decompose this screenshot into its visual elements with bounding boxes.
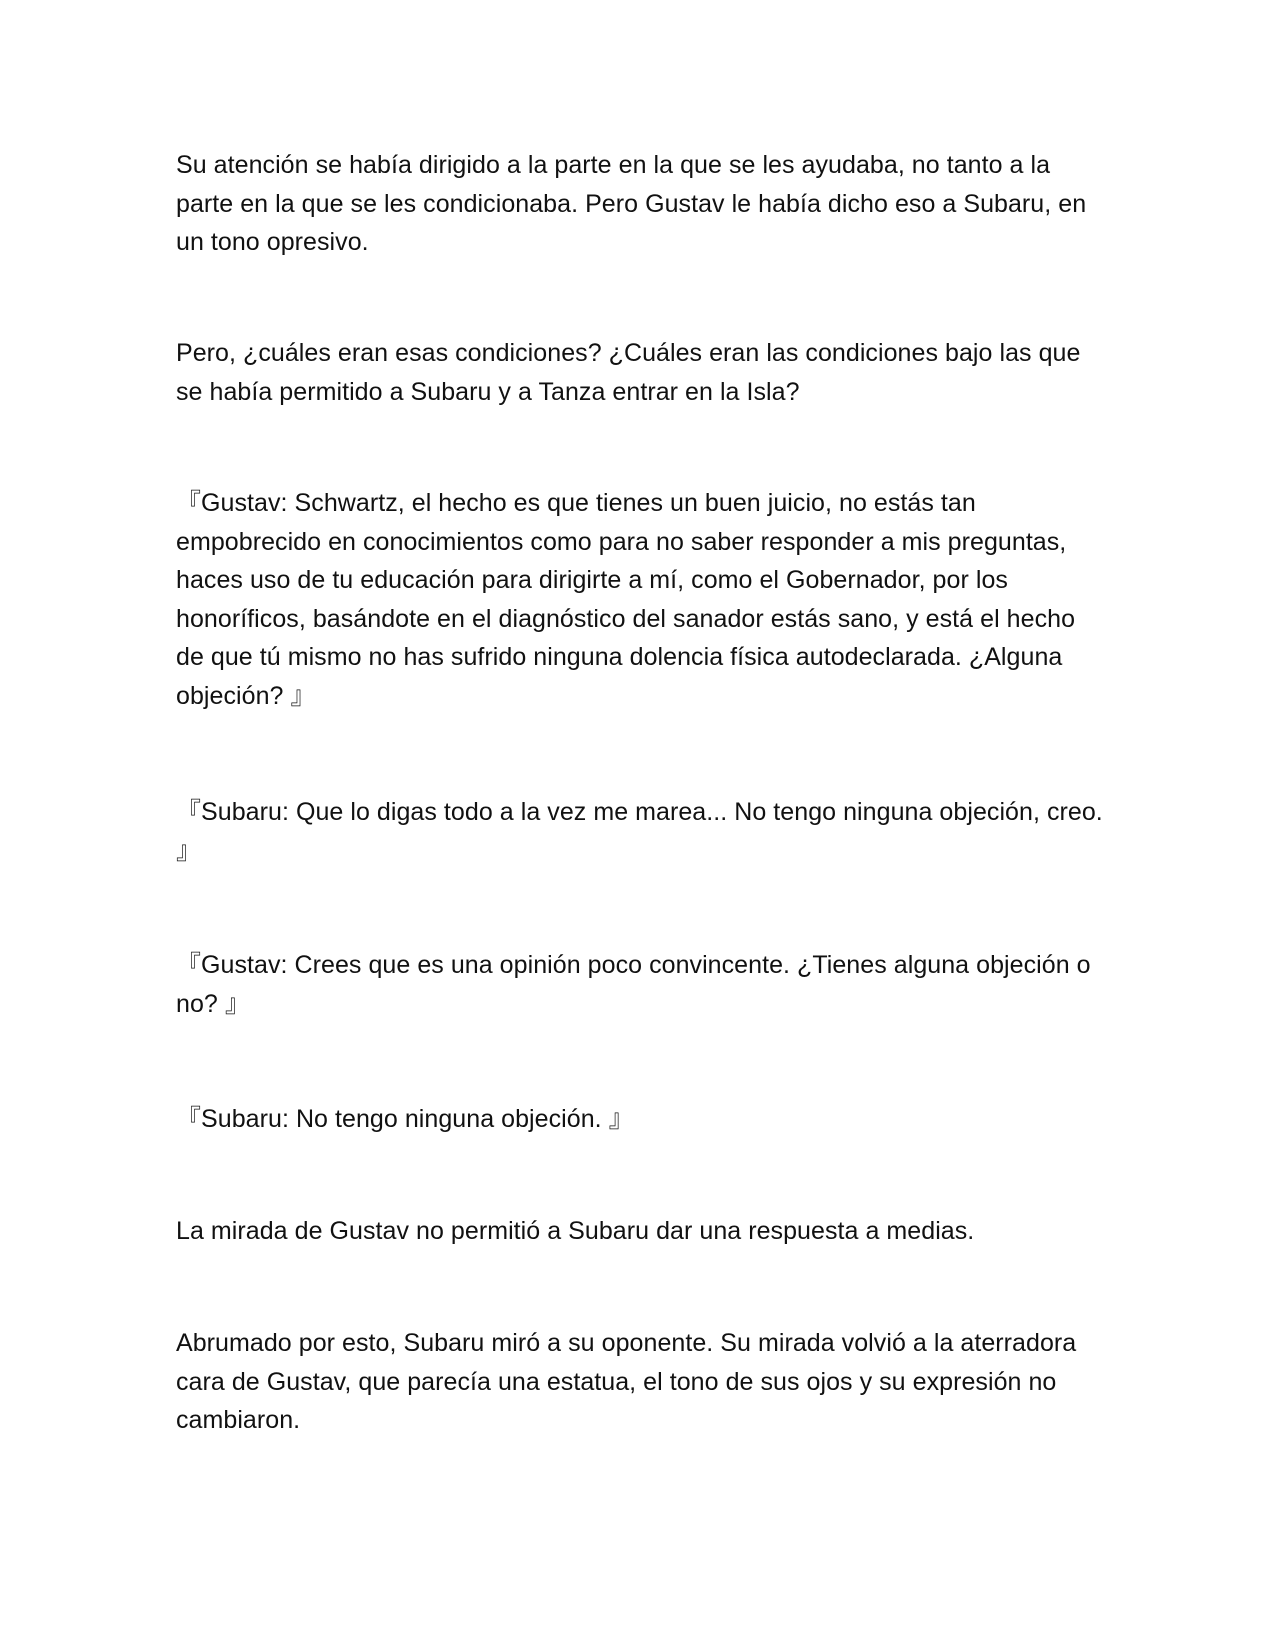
- narration-paragraph: Su atención se había dirigido a la parte en la que se les ayudaba, no tanto a la parte en la que se les condicionaba. Pero Gustav le había dicho eso a Subaru, en un tono opresivo.: [176, 151, 1087, 257]
- dialogue-paragraph: 『Subaru: No tengo ninguna objeción. 』: [176, 1105, 634, 1133]
- dialogue-paragraph: 『Gustav: Crees que es una opinión poco convincente. ¿Tienes alguna objeción o no? 』: [176, 951, 1091, 1018]
- narration-paragraph: Pero, ¿cuáles eran esas condiciones? ¿Cuáles eran las condiciones bajo las que se había permitido a Subaru y a Tanza entrar en la Isla?: [176, 339, 1081, 406]
- dialogue-paragraph: 『Subaru: Que lo digas todo a la vez me marea... No tengo ninguna objeción, creo. 』: [176, 798, 1103, 865]
- dialogue-paragraph: 『Gustav: Schwartz, el hecho es que tienes un buen juicio, no estás tan empobrecido en conocimientos como para no saber responder a mis preguntas, haces uso de tu educación para dirigirte a mí, como el Gobernador, por los honoríficos, basándote en el diagnóstico del sanador estás sano, y está el hecho de que tú mismo no has sufrido ninguna dolencia física autodeclarada. ¿Alguna objeción? 』: [176, 489, 1076, 710]
- narration-paragraph: La mirada de Gustav no permitió a Subaru dar una respuesta a medias.: [176, 1217, 975, 1245]
- narration-paragraph: Abrumado por esto, Subaru miró a su oponente. Su mirada volvió a la aterradora cara de Gustav, que parecía una estatua, el tono de sus ojos y su expresión no cambiaron.: [176, 1329, 1077, 1435]
